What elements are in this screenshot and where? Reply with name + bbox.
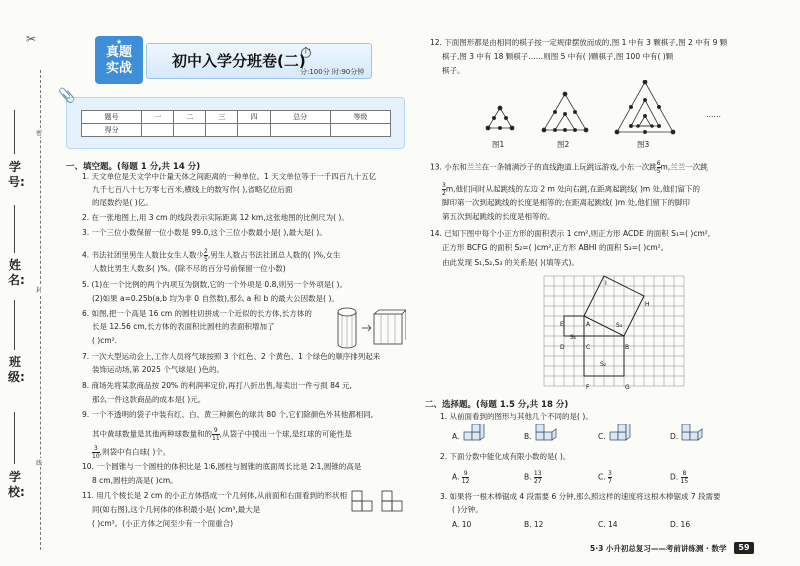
badge-line2: 实战 [105,61,132,76]
cube-option-c [608,424,634,442]
option-d[interactable] [670,470,688,485]
grid-point-label: G [625,384,630,391]
question-text: 7. 一次大型运动会上,工作人员将气球按照 3 个红色、2 个黄色、1 个绿色的顺序排列起来 [82,352,381,361]
question-text: 脚印第一次到起跳线的长度是相等的;在距离起跳线( )m 处,他们留下的脚印 [442,198,690,207]
class-label: 班级: [8,355,25,384]
numerator: 9 [463,470,468,477]
table-cell: 四 [238,111,270,124]
class-line [14,300,15,350]
option-c[interactable] [598,470,612,485]
question-text: 人数比男生人数多( )%。(除不尽的百分号前保留一位小数) [92,264,286,273]
question-text: 1. 天文单位是天文学中计量天体之间距离的一种单位。1 天文单位等于一千四百九十五亿 [82,172,377,181]
question-text: 8. 商场先将某款商品按 20% 的利润率定价,再打八折出售,每卖出一件亏损 84 元, [82,381,352,390]
denominator: 7 [608,478,612,485]
question-text: 第五次到起跳线的长度是相等的。 [442,212,555,221]
fold-word: 线 [36,460,43,467]
question-text: 由此发现 S₁,S₂,S₃ 的关系是( )(填等式)。 [442,258,579,267]
score-table [81,110,391,137]
question-text [442,182,700,197]
question-text: 12. 下面图形都是由相同的棋子按一定规律摆放而成的,图 1 中有 3 颗棋子,图 2 中有 9 颗 [430,38,728,47]
score-input-cell[interactable] [174,124,206,137]
fraction [608,470,612,485]
option-letter: C. [598,472,606,482]
figure-label: 图1 [492,140,505,149]
grid-point-label: H [645,301,650,308]
q9-part2: ,从袋子中摸出一个球,是红球的可能性是 [219,429,352,439]
table-row [82,124,391,137]
badge-line1: 真题 [105,45,132,60]
question-text [92,445,170,460]
table-cell: 总分 [270,111,330,124]
q9-part1: 其中黄球数量是其他两种球数量和的 [92,429,212,439]
denominator: 27 [533,478,542,485]
fraction [92,445,100,460]
question-text: 1. 从前面看到的图形与其他几个不同的是( )。 [440,412,593,421]
question-text [82,248,341,263]
fraction [534,470,542,485]
grid-point-label: D [560,344,565,351]
question-text: 棋子。 [442,66,465,75]
table-cell: 二 [174,111,206,124]
denominator: 5 [656,168,661,175]
school-line [14,412,15,464]
scissors-icon: ✂ [26,32,37,46]
fraction [681,470,689,485]
table-cell: 等级 [330,111,390,124]
q13-part1: 13. 小东和兰兰在一条铺满沙子的直线跑道上玩跳远游戏,小东一次跳 [430,162,657,172]
paperclip-icon: 📎 [58,88,76,104]
fold-line [40,70,41,550]
option-a[interactable]: A. 10 [452,520,472,529]
grid-point-label: F [586,384,590,391]
question-text: 那么一件这款商品的成本是( )元。 [92,395,206,404]
question-text: 正方形 BCFG 的面积 S₂=( )cm²,正方形 ABHI 的面积 S₃=( )cm²。 [442,243,669,252]
real-exam-badge [95,36,143,84]
option-letter: B. [524,472,532,482]
question-text: 10. 一个圆锥与一个圆柱的体积比是 1∶6,圆柱与圆锥的底面周长比是 2∶1,圆锥的高是 [82,462,362,471]
binding-margin [0,0,60,566]
time-limit: 时:90分钟 [331,68,365,76]
table-cell: 得分 [82,124,142,137]
question-text: 同(如右图),这个几何体的体积最小是( )cm³,最大是 [92,505,261,514]
school-label: 学校: [8,470,25,499]
table-cell: 三 [206,111,238,124]
stopwatch-icon: ⏱ [300,44,312,62]
table-row [82,111,391,124]
number-line [14,110,15,154]
square-grid-figure [540,272,690,392]
star-icon: ★ [115,38,123,46]
numerator: 3 [608,470,612,477]
question-text: 九千七百八十七万零七百米,横线上的数写作( ),省略亿位后面 [92,185,293,194]
name-label: 姓名: [8,258,25,287]
grid-point-label: C [586,344,591,351]
question-text: 5. (1)在一个比例的两个内项互为倒数,它的一个外项是 0.8,则另一个外项是( )。 [82,280,347,289]
numerator: 2 [204,248,208,255]
cube-option-b [534,424,560,442]
grid-point-label: S₃ [616,322,623,329]
question-text: 2. 在一张地图上,用 3 cm 的线段表示实际距离 12 km,这张地图的比例尺为( )。 [82,213,349,222]
score-input-cell[interactable] [330,124,390,137]
question-text: (2)如果 a=0.25b(a,b 均为非 0 自然数),那么 a 和 b 的最大公因数是( )。 [92,294,339,303]
question-text: 的尾数约是( )亿。 [92,198,153,207]
option-letter: A. [452,472,460,482]
option-c[interactable]: C. [598,432,606,441]
q13-part3: m,他们同时从起跳线的左边 2 m 处向右跳,在距离起跳线( )m 处,他们留下的 [445,184,700,194]
numerator: 3 [442,182,446,189]
q13-part2: m,兰兰一次跳 [660,162,708,172]
question-text: ( )分钟。 [452,505,483,514]
q4-part2: ,男生人数占书法社团总人数的( )%,女生 [207,250,341,260]
section1-heading: 一、填空题。(每题 1 分,共 14 分) [66,162,201,172]
cube-option-a [462,424,488,442]
cube-option-d [680,424,706,442]
numerator: 13 [533,470,542,477]
option-b[interactable]: B. 12 [524,520,544,529]
grid-point-label: I [605,280,607,287]
option-d[interactable]: D. [670,432,679,441]
question-text: 8 cm,圆柱的高是( )cm。 [92,476,178,485]
question-text [430,160,708,175]
page-number: 59 [734,542,754,554]
denominator: 5 [204,256,208,263]
section2-heading: 二、选择题。(每题 1.5 分,共 18 分) [425,400,569,410]
denominator: 11 [212,435,220,442]
chess-pattern-figure [470,80,770,152]
page-title: 初中入学分班卷(二) [172,52,306,70]
table-cell: 一 [142,111,174,124]
fold-word: 封 [36,287,43,294]
option-c[interactable]: C. 14 [598,520,618,529]
score-input-cell[interactable] [142,124,174,137]
question-text: 3. 一个三位小数保留一位小数是 99.0,这个三位小数最小是( ),最大是( )。 [82,228,327,237]
numerator: 3 [93,445,98,452]
numerator: 8 [682,470,687,477]
numerator: 6 [656,160,661,167]
full-score: 分:100分 [300,68,330,76]
option-d[interactable]: D. 16 [670,520,691,529]
question-text: 9. 一个不透明的袋子中装有红、白、黄三种颜色的球共 80 个,它们除颜色外其他都相同, [82,410,374,419]
score-input-cell[interactable] [270,124,330,137]
grid-point-label: B [625,344,630,351]
grid-point-label: A [586,321,591,328]
cylinder-figure [334,306,406,350]
question-text: 棋子,图 3 中有 18 颗棋子……则图 5 中有( )颗棋子,图 100 中有( )颗 [442,52,674,61]
denominator: 2 [442,190,446,197]
grid-point-label: E [560,321,564,328]
question-text: 14. 已知下图中每个小正方形的面积表示 1 cm²,则正方形 ACDE 的面积 S₁=( )cm², [430,229,711,238]
exam-meta [300,67,364,77]
question-text: ( )cm³。(小正方体之间至少有一个面重合) [92,519,234,528]
question-text [92,427,352,442]
numerator: 9 [213,427,218,434]
grid-point-label: S₂ [600,361,607,368]
denominator: 12 [461,478,470,485]
question-text: 装饰运动场,第 2025 个气球是( )色的。 [92,365,224,374]
question-text: 2. 下面分数中能化成有限小数的是( )。 [440,452,571,461]
question-text: ( )cm². [92,336,118,345]
fold-word: 密 [36,130,43,137]
q4-part1: 4. 书法社团里男生人数比女生人数少 [82,250,205,260]
number-label: 学号: [8,160,25,189]
fraction [462,470,470,485]
question-text: 长是 12.56 cm,长方体的表面积比圆柱的表面积增加了 [92,322,275,331]
denominator: 10 [92,453,100,460]
cube-views-figure [350,489,406,515]
question-text: 6. 如图,把一个高是 16 cm 的圆柱切拼成一个近似的长方体,长方体的 [82,309,312,318]
name-line [14,205,15,253]
table-cell: 题号 [82,111,142,124]
question-text: 3. 如果将一根木棒锯成 4 段需要 6 分钟,那么照这样的速度将这根木棒锯成 7 段需要 [440,492,721,501]
option-b[interactable]: B. [524,432,532,441]
figure-label: …… [706,110,721,119]
q9-part3: ,则袋中有白球( )个。 [99,447,171,457]
fraction [212,427,220,442]
option-a[interactable]: A. [452,432,460,441]
score-input-cell[interactable] [206,124,238,137]
option-b[interactable] [524,470,542,485]
grid-point-label: S₁ [570,334,577,341]
denominator: 15 [680,478,689,485]
option-a[interactable] [452,470,469,485]
figure-label: 图3 [637,140,650,149]
option-letter: D. [670,472,679,482]
question-text: 11. 用几个棱长是 2 cm 的小正方体搭成一个几何体,从前面和右面看到的形状相 [82,491,348,500]
score-input-cell[interactable] [238,124,270,137]
footer-text: 5·3 小升初总复习——考前讲练测 · 数学 [590,544,727,553]
figure-label: 图2 [557,140,570,149]
